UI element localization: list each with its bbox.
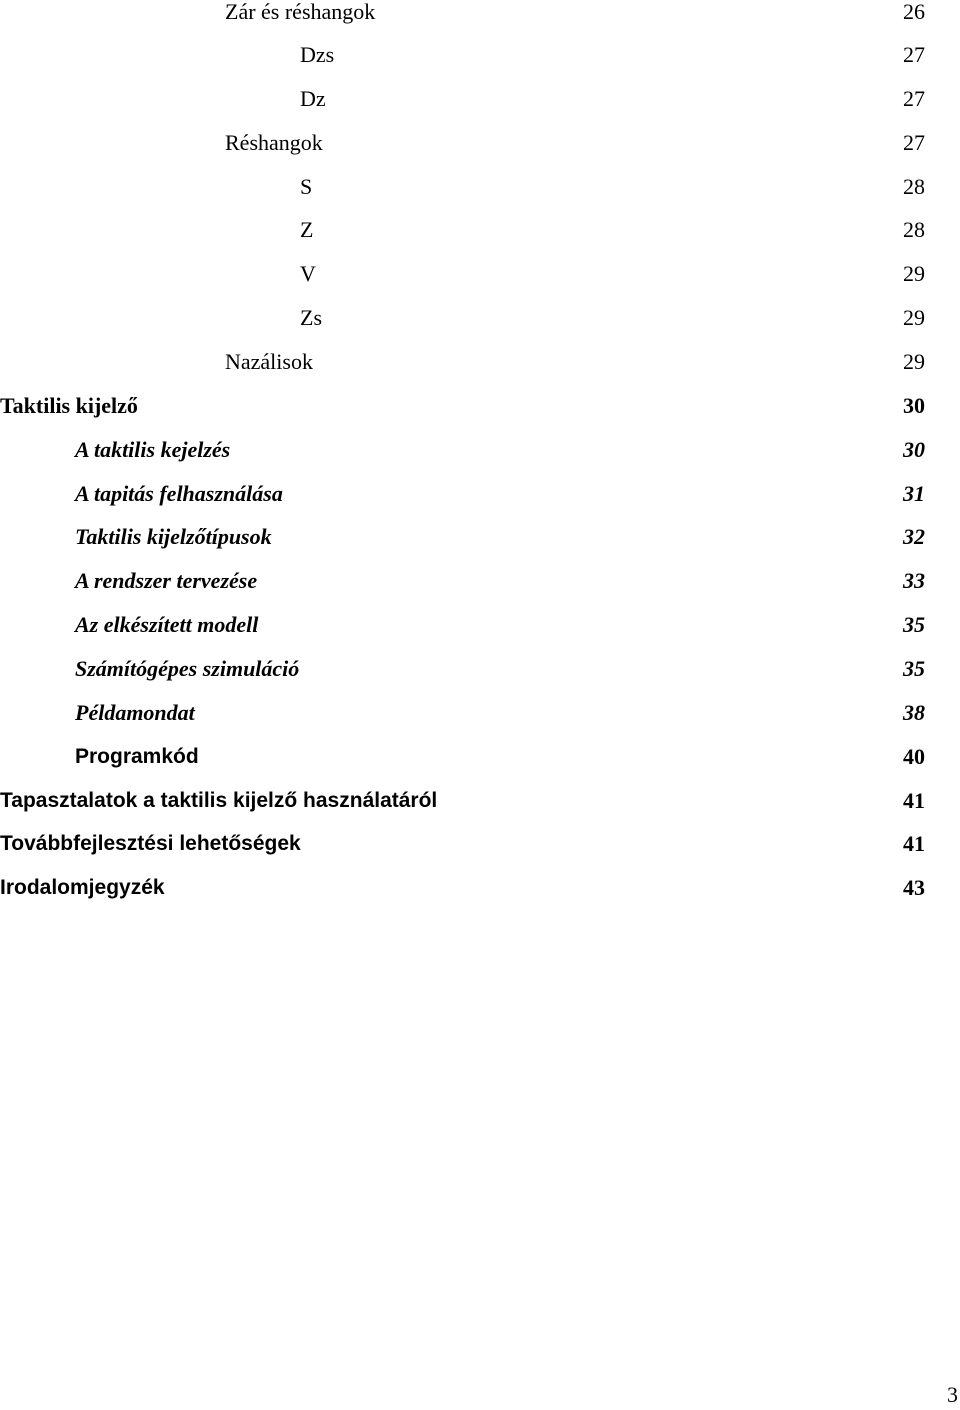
toc-entry-page: 35 (903, 612, 925, 637)
toc-entry (0, 479, 960, 509)
toc-entry-title: Számítógépes szimuláció (75, 656, 300, 681)
toc-entry (0, 391, 960, 421)
toc-entry-page: 43 (903, 875, 925, 900)
toc-entry-page: 30 (903, 393, 925, 418)
toc-entry-title: A tapitás felhasználása (75, 481, 283, 506)
toc-entry-title: Taktilis kijelzőtípusok (75, 524, 272, 549)
toc-entry-page: 27 (903, 86, 925, 111)
toc-entry-title: Dz (300, 86, 326, 111)
toc-entry (0, 654, 960, 684)
toc-entry (0, 742, 960, 772)
toc-entry (0, 84, 960, 114)
toc-entry-title: Példamondat (75, 700, 195, 725)
toc-entry-page: 29 (903, 349, 925, 374)
toc-entry-page: 26 (903, 0, 925, 24)
toc-entry-title: A taktilis kejelzés (75, 437, 231, 462)
toc-entry (0, 829, 960, 859)
toc-entry-title: Az elkészített modell (75, 612, 259, 637)
toc-entry-title: Taktilis kijelző (0, 393, 138, 418)
toc-entry (0, 786, 960, 816)
toc-entry-page: 29 (903, 261, 925, 286)
toc-entry-page: 38 (903, 700, 925, 725)
toc-entry (0, 698, 960, 728)
toc-entry (0, 566, 960, 596)
toc-entry-page: 33 (903, 568, 925, 593)
toc-entry (0, 610, 960, 640)
toc-entry-page: 35 (903, 656, 925, 681)
toc-entry-page: 28 (903, 217, 925, 242)
toc-entry-page: 41 (903, 788, 925, 813)
toc-entry-title: Programkód (75, 745, 199, 768)
toc-entry-title: Tapasztalatok a taktilis kijelző használatáról (0, 789, 438, 812)
toc-entry-title: Irodalomjegyzék (0, 876, 165, 899)
toc-entry-title: Nazálisok (225, 349, 313, 374)
toc-entry-page: 31 (903, 481, 925, 506)
toc-entry (0, 215, 960, 245)
toc-entry-page: 41 (903, 831, 925, 856)
toc-entry-page: 32 (903, 524, 925, 549)
toc-entry (0, 0, 960, 27)
toc-entry-page: 40 (903, 744, 925, 769)
toc-entry-title: Zár és réshangok (225, 0, 376, 24)
toc-entry (0, 347, 960, 377)
toc-entry (0, 172, 960, 202)
toc-entry-page: 30 (903, 437, 925, 462)
toc-entry-page: 27 (903, 42, 925, 67)
page-number: 3 (947, 1382, 958, 1407)
toc-entry-title: Továbbfejlesztési lehetőségek (0, 832, 301, 855)
toc-entry-page: 28 (903, 174, 925, 199)
toc-entry-title: Dzs (300, 42, 335, 67)
toc-entry (0, 128, 960, 158)
toc-entry-title: S (300, 174, 313, 199)
toc-entry-title: Z (300, 217, 314, 242)
toc-entry (0, 259, 960, 289)
toc-entry-page: 29 (903, 305, 925, 330)
toc-entry (0, 40, 960, 70)
toc-entry-page: 27 (903, 130, 925, 155)
toc-entry-title: A rendszer tervezése (75, 568, 258, 593)
toc-entry (0, 435, 960, 465)
toc-entry (0, 522, 960, 552)
toc-entry (0, 303, 960, 333)
toc-entry-title: V (300, 261, 316, 286)
toc-entry-title: Zs (300, 305, 322, 330)
toc-entry (0, 873, 960, 903)
toc-entry-title: Réshangok (225, 130, 323, 155)
